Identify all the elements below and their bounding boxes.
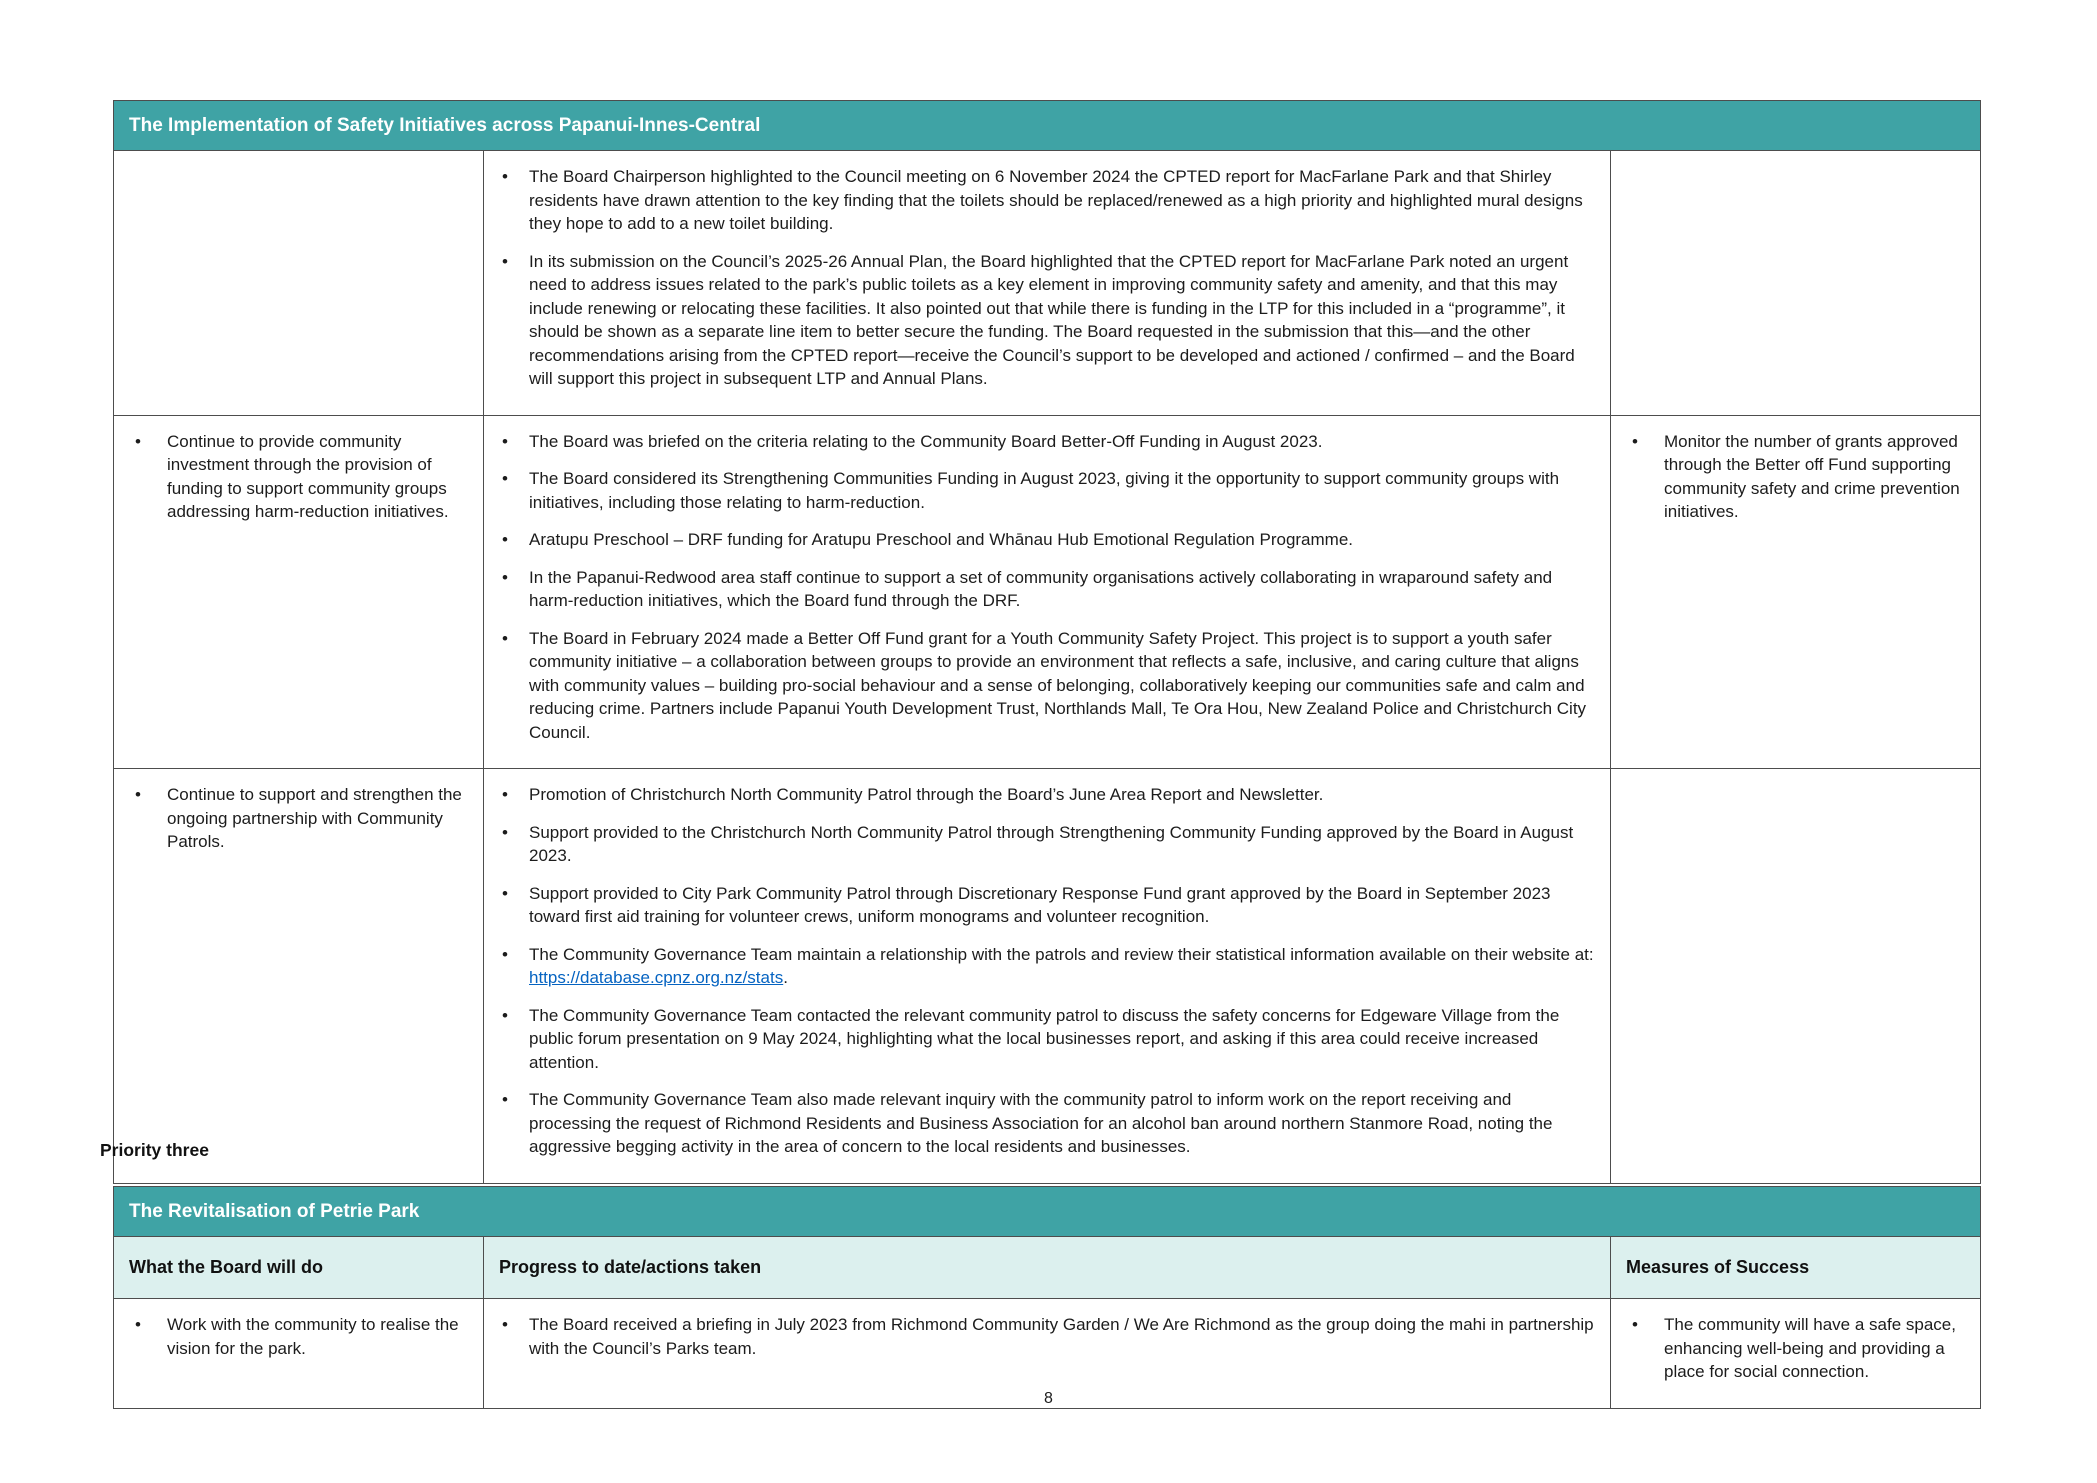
column-header-measures: Measures of Success: [1611, 1237, 1981, 1299]
column-header-what-board-will-do: What the Board will do: [114, 1237, 484, 1299]
table-cell-middle: [484, 151, 1611, 416]
bullet-list: [1626, 430, 1965, 524]
bullet-item: • In the Papanui-Redwood area staff continue to support a set of community organisations actively collaborating in wraparound safety and harm-reduction initiatives, which the Board fund through the DRF.: [499, 566, 1595, 613]
bullet-item: • The community will have a safe space, enhancing well-being and providing a place for social connection.: [1626, 1313, 1965, 1384]
bullet-item: • The Board Chairperson highlighted to the Council meeting on 6 November 2024 the CPTED report for MacFarlane Park and that Shirley residents have drawn attention to the key finding that the toilets should be replaced/renewed as a high priority and highlighted mural designs they hope to add to a new toilet building.: [499, 165, 1595, 236]
table1-body: [114, 151, 1981, 1184]
bullet-item: • Support provided to City Park Community Patrol through Discretionary Response Fund grant approved by the Board in September 2023 toward first aid training for volunteer crews, uniform monograms and volunteer recognition.: [499, 882, 1595, 929]
table-cell-right: [1611, 769, 1981, 1184]
table-cell-left: [114, 769, 484, 1184]
bullet-list: [1626, 1313, 1965, 1384]
bullet-item: • The Community Governance Team maintain a relationship with the patrols and review their statistical information available on their website at: https://database.cpnz.org.nz/stats.: [499, 943, 1595, 990]
bullet-item: • Promotion of Christchurch North Community Patrol through the Board’s June Area Report and Newsletter.: [499, 783, 1595, 807]
bullet-item: • The Board received a briefing in July 2023 from Richmond Community Garden / We Are Richmond as the group doing the mahi in partnership with the Council’s Parks team.: [499, 1313, 1595, 1360]
bullet-list: [499, 165, 1595, 391]
bullet-list: [129, 430, 468, 524]
table2-title-band: The Revitalisation of Petrie Park: [114, 1187, 1981, 1237]
bullet-item: • Monitor the number of grants approved through the Better off Fund supporting community safety and crime prevention initiatives.: [1626, 430, 1965, 524]
bullet-list: [499, 1313, 1595, 1360]
table-cell-middle: [484, 415, 1611, 769]
table-row: [114, 415, 1981, 769]
bullet-item: • The Community Governance Team contacted the relevant community patrol to discuss the safety concerns for Edgeware Village from the public forum presentation on 9 May 2024, highlighting what the local businesses report, and asking if this area could receive increased attention.: [499, 1004, 1595, 1075]
table-row: [114, 151, 1981, 416]
column-header-progress: Progress to date/actions taken: [484, 1237, 1611, 1299]
bullet-item: • The Board was briefed on the criteria relating to the Community Board Better-Off Funding in August 2023.: [499, 430, 1595, 454]
table-cell-middle: [484, 769, 1611, 1184]
table-row: [114, 769, 1981, 1184]
table-cell-left: [114, 151, 484, 416]
bullet-list: [129, 1313, 468, 1360]
bullet-item: • Support provided to the Christchurch North Community Patrol through Strengthening Community Funding approved by the Board in August 2023.: [499, 821, 1595, 868]
priority-heading: Priority three: [100, 1140, 209, 1160]
table-cell-right: [1611, 151, 1981, 416]
table1-title-band: The Implementation of Safety Initiatives across Papanui-Innes-Central: [114, 101, 1981, 151]
bullet-item: • The Board in February 2024 made a Better Off Fund grant for a Youth Community Safety Project. This project is to support a youth safer community initiative – a collaboration between groups to provide an environment that reflects a safe, inclusive, and caring culture that aligns with community values – building pro-social behaviour and a sense of belonging, collaboratively keeping our communities safe and calm and reducing crime. Partners include Papanui Youth Development Trust, Northlands Mall, Te Ora Hou, New Zealand Police and Christchurch City Council.: [499, 627, 1595, 745]
bullet-list: [499, 430, 1595, 745]
bullet-item: • The Community Governance Team also made relevant inquiry with the community patrol to inform work on the report receiving and processing the request of Richmond Residents and Business Association for an alcohol ban around northern Stanmore Road, noting the aggressive begging activity in the area of concern to the local residents and businesses.: [499, 1088, 1595, 1159]
page-number: 8: [1044, 1390, 1053, 1407]
bullet-item: • Work with the community to realise the vision for the park.: [129, 1313, 468, 1360]
bullet-item: • Continue to support and strengthen the ongoing partnership with Community Patrols.: [129, 783, 468, 854]
safety-initiatives-table: [113, 100, 1981, 1184]
bullet-list: [499, 783, 1595, 1159]
bullet-item: • Continue to provide community investment through the provision of funding to support community groups addressing harm-reduction initiatives.: [129, 430, 468, 524]
table-cell-right: [1611, 415, 1981, 769]
petrie-park-table: [113, 1186, 1981, 1409]
bullet-item: • Aratupu Preschool – DRF funding for Aratupu Preschool and Whānau Hub Emotional Regulation Programme.: [499, 528, 1595, 552]
patrol-stats-link[interactable]: https://database.cpnz.org.nz/stats: [529, 968, 784, 987]
table-cell-left: [114, 415, 484, 769]
bullet-item: • In its submission on the Council’s 2025-26 Annual Plan, the Board highlighted that the CPTED report for MacFarlane Park noted an urgent need to address issues related to the park’s public toilets as a key element in improving community safety and amenity, and that this may include renewing or relocating these facilities. It also pointed out that while there is funding in the LTP for this included in a “programme”, it should be shown as a separate line item to better secure the funding. The Board requested in the submission that this—and the other recommendations arising from the CPTED report—receive the Council’s support to be developed and actioned / confirmed – and the Board will support this project in subsequent LTP and Annual Plans.: [499, 250, 1595, 391]
bullet-list: [129, 783, 468, 854]
bullet-item: • The Board considered its Strengthening Communities Funding in August 2023, giving it the opportunity to support community groups with initiatives, including those relating to harm-reduction.: [499, 467, 1595, 514]
